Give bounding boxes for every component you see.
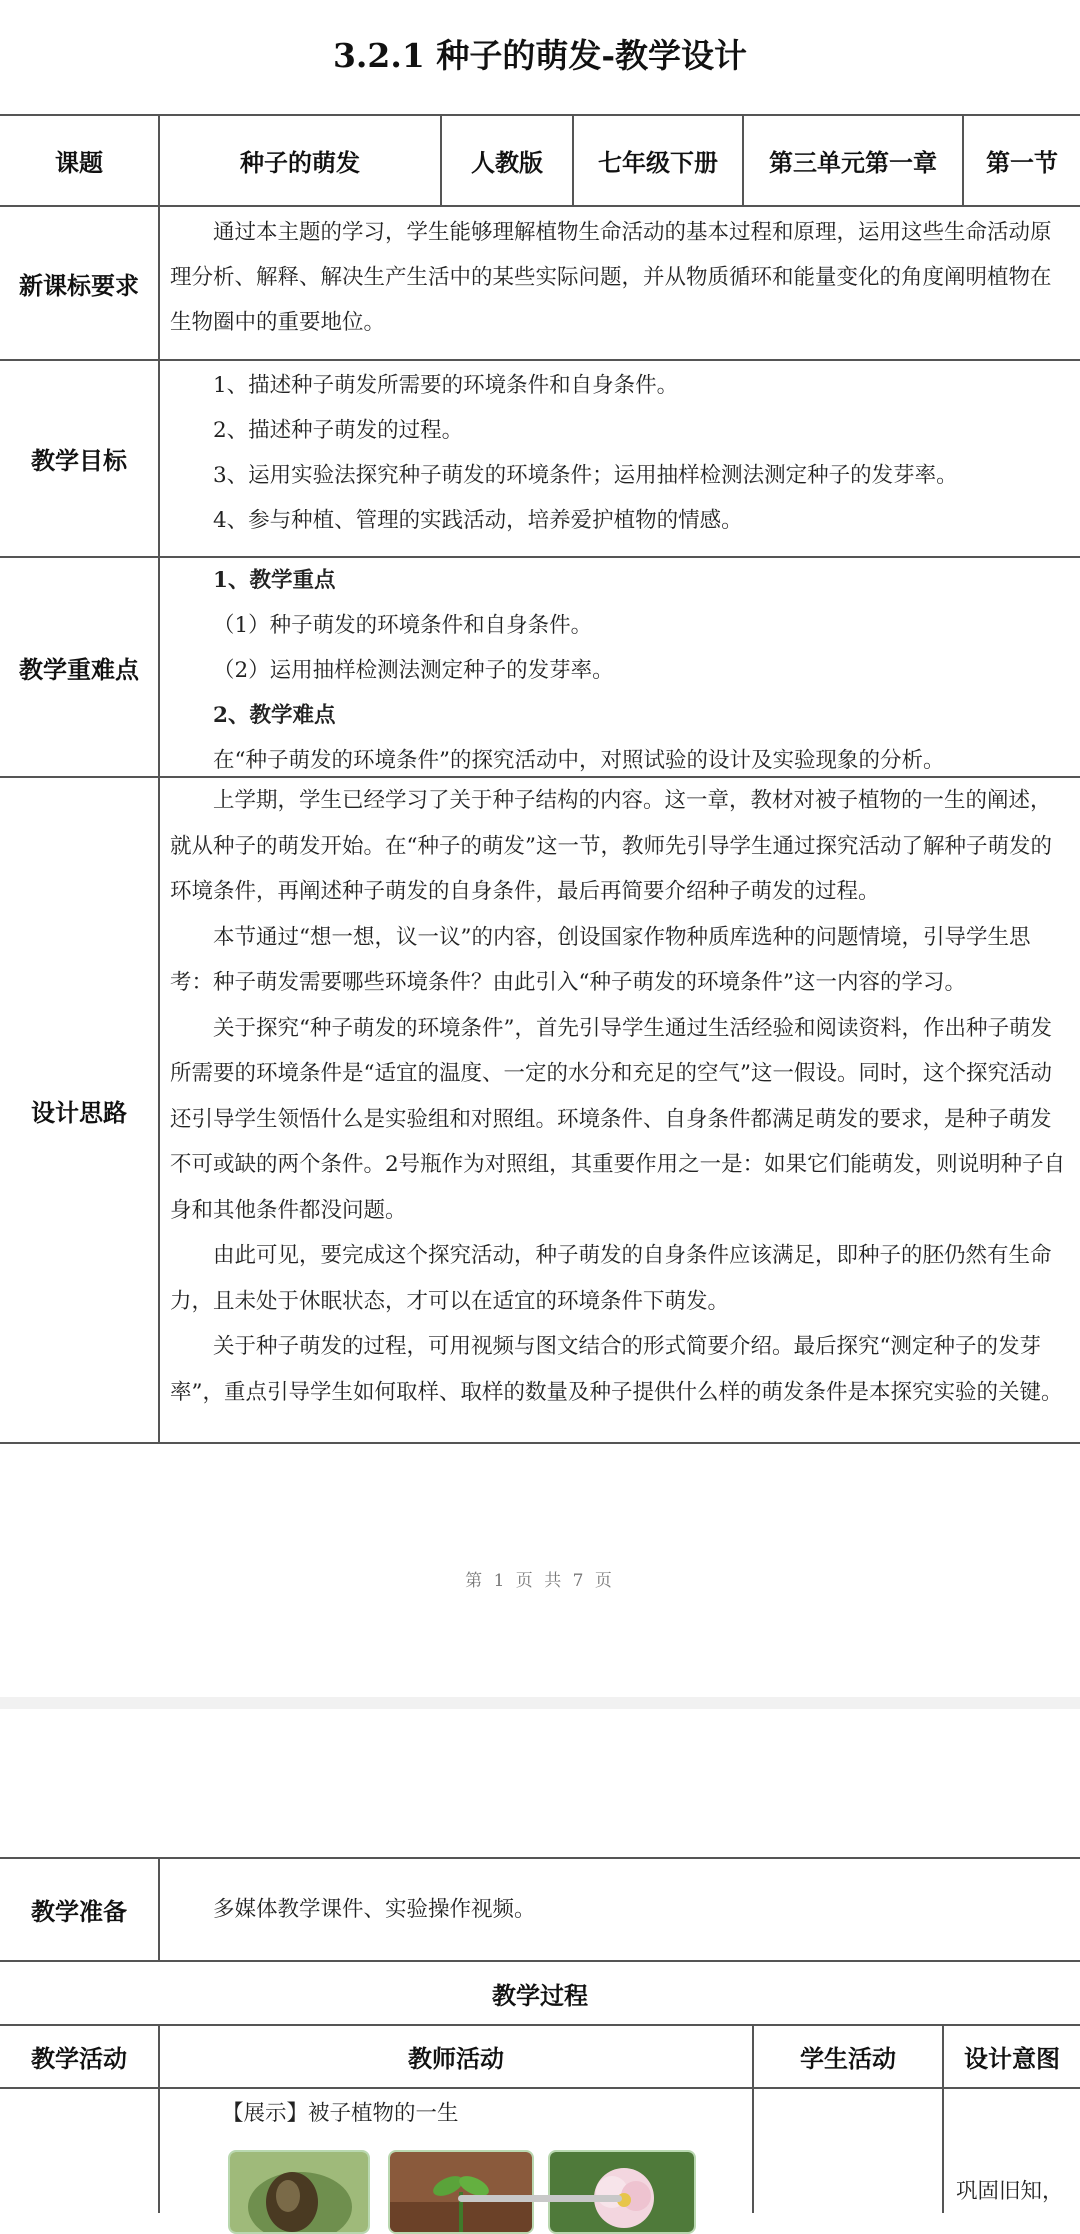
design-label: 设计思路 bbox=[31, 1098, 127, 1127]
seedling-photo bbox=[388, 2150, 534, 2234]
preparation-text bbox=[170, 1859, 1070, 1960]
page-separator bbox=[0, 1697, 1080, 1709]
seedling-image bbox=[390, 2152, 532, 2232]
table-border bbox=[158, 1857, 160, 1962]
objective-item: 2、描述种子萌发的过程。 bbox=[213, 418, 464, 443]
focus-title: 1、教学重点 bbox=[213, 568, 336, 593]
grade: 七年级下册 bbox=[598, 149, 718, 177]
unit: 第三单元第一章 bbox=[769, 149, 937, 177]
teacher-activity-text bbox=[222, 2094, 742, 2134]
seed-image bbox=[230, 2152, 368, 2232]
key-points-content bbox=[170, 558, 1070, 783]
table-border bbox=[0, 2087, 1080, 2089]
difficulty-text: 在“种子萌发的环境条件”的探究活动中，对照试验的设计及实验现象的分析。 bbox=[213, 748, 945, 773]
preparation-value: 多媒体教学课件、实验操作视频。 bbox=[213, 1897, 536, 1922]
process-col-student: 学生活动 bbox=[800, 2045, 896, 2073]
preparation-label: 教学准备 bbox=[31, 1898, 127, 1926]
key-points-label: 教学重难点 bbox=[19, 655, 139, 684]
design-content bbox=[170, 778, 1070, 1415]
section: 第一节 bbox=[986, 149, 1058, 177]
objectives-list bbox=[170, 361, 1070, 543]
standards-paragraph: 通过本主题的学习，学生能够理解植物生命活动的基本过程和原理，运用这些生命活动原理分析、解释、解决生产生活中的某些实际问题，并从物质循环和能量变化的角度阐明植物在生物圈中的重要地位。 bbox=[170, 220, 1052, 335]
design-paragraph: 关于探究“种子萌发的环境条件”，首先引导学生通过生活经验和阅读资料，作出种子萌发所需要的环境条件是“适宜的温度、一定的水分和充足的空气”这一假设。同时，这个探究活动还引导学生领悟什么是实验组和对照组。环境条件、自身条件都满足萌发的要求，是种子萌发不可或缺的两个条件。2号瓶作为对照组，其重要作用之一是：如果它们能萌发，则说明种子自身和其他条件都没问题。 bbox=[170, 1015, 1066, 1223]
topic-name: 种子的萌发 bbox=[240, 149, 360, 177]
design-paragraph: 本节通过“想一想，议一议”的内容，创设国家作物种质库选种的问题情境，引导学生思考：种子萌发需要哪些环境条件？由此引入“种子萌发的环境条件”这一内容的学习。 bbox=[170, 924, 1031, 995]
process-col-intent: 设计意图 bbox=[964, 2045, 1060, 2073]
objective-item: 1、描述种子萌发所需要的环境条件和自身条件。 bbox=[213, 373, 679, 398]
standards-text bbox=[170, 207, 1070, 345]
document-title: 3.2.1 种子的萌发-教学设计 bbox=[332, 36, 748, 75]
design-paragraph: 关于种子萌发的过程，可用视频与图文结合的形式简要介绍。最后探究“测定种子的发芽率”，重点引导学生如何取样、取样的数量及种子提供什么样的萌发条件是本探究实验的关键。 bbox=[170, 1334, 1063, 1405]
process-col-activity: 教学活动 bbox=[31, 2045, 127, 2073]
scroll-indicator[interactable] bbox=[458, 2195, 622, 2202]
edition: 人教版 bbox=[471, 149, 543, 177]
process-title: 教学过程 bbox=[492, 1981, 588, 2010]
objective-item: 4、参与种植、管理的实践活动，培养爱护植物的情感。 bbox=[213, 508, 743, 533]
design-intent-text bbox=[956, 2172, 1078, 2212]
focus-item: （1）种子萌发的环境条件和自身条件。 bbox=[213, 613, 593, 638]
table-border bbox=[158, 114, 160, 1444]
objectives-label: 教学目标 bbox=[31, 447, 127, 475]
topic-label: 课题 bbox=[55, 149, 103, 177]
standards-label: 新课标要求 bbox=[19, 271, 139, 300]
design-intent-value: 巩固旧知， bbox=[956, 2179, 1064, 2204]
flower-photo bbox=[548, 2150, 696, 2234]
table-border bbox=[0, 1442, 1080, 1444]
focus-item: （2）运用抽样检测法测定种子的发芽率。 bbox=[213, 658, 614, 683]
flower-image bbox=[550, 2152, 694, 2232]
seed-photo bbox=[228, 2150, 370, 2234]
process-col-teacher: 教师活动 bbox=[408, 2045, 504, 2073]
objective-item: 3、运用实验法探究种子萌发的环境条件；运用抽样检测法测定种子的发芽率。 bbox=[213, 463, 958, 488]
teacher-activity-value: 【展示】被子植物的一生 bbox=[222, 2101, 459, 2126]
difficulty-title: 2、教学难点 bbox=[213, 703, 336, 728]
design-paragraph: 上学期，学生已经学习了关于种子结构的内容。这一章，教材对被子植物的一生的阐述，就从种子的萌发开始。在“种子的萌发”这一节，教师先引导学生通过探究活动了解种子萌发的环境条件，再阐述种子萌发的自身条件，最后再简要介绍种子萌发的过程。 bbox=[170, 788, 1052, 904]
design-paragraph: 由此可见，要完成这个探究活动，种子萌发的自身条件应该满足，即种子的胚仍然有生命力，且未处于休眠状态，才可以在适宜的环境条件下萌发。 bbox=[170, 1243, 1052, 1314]
page-footer: 第 1 页 共 7 页 bbox=[465, 1571, 615, 1591]
